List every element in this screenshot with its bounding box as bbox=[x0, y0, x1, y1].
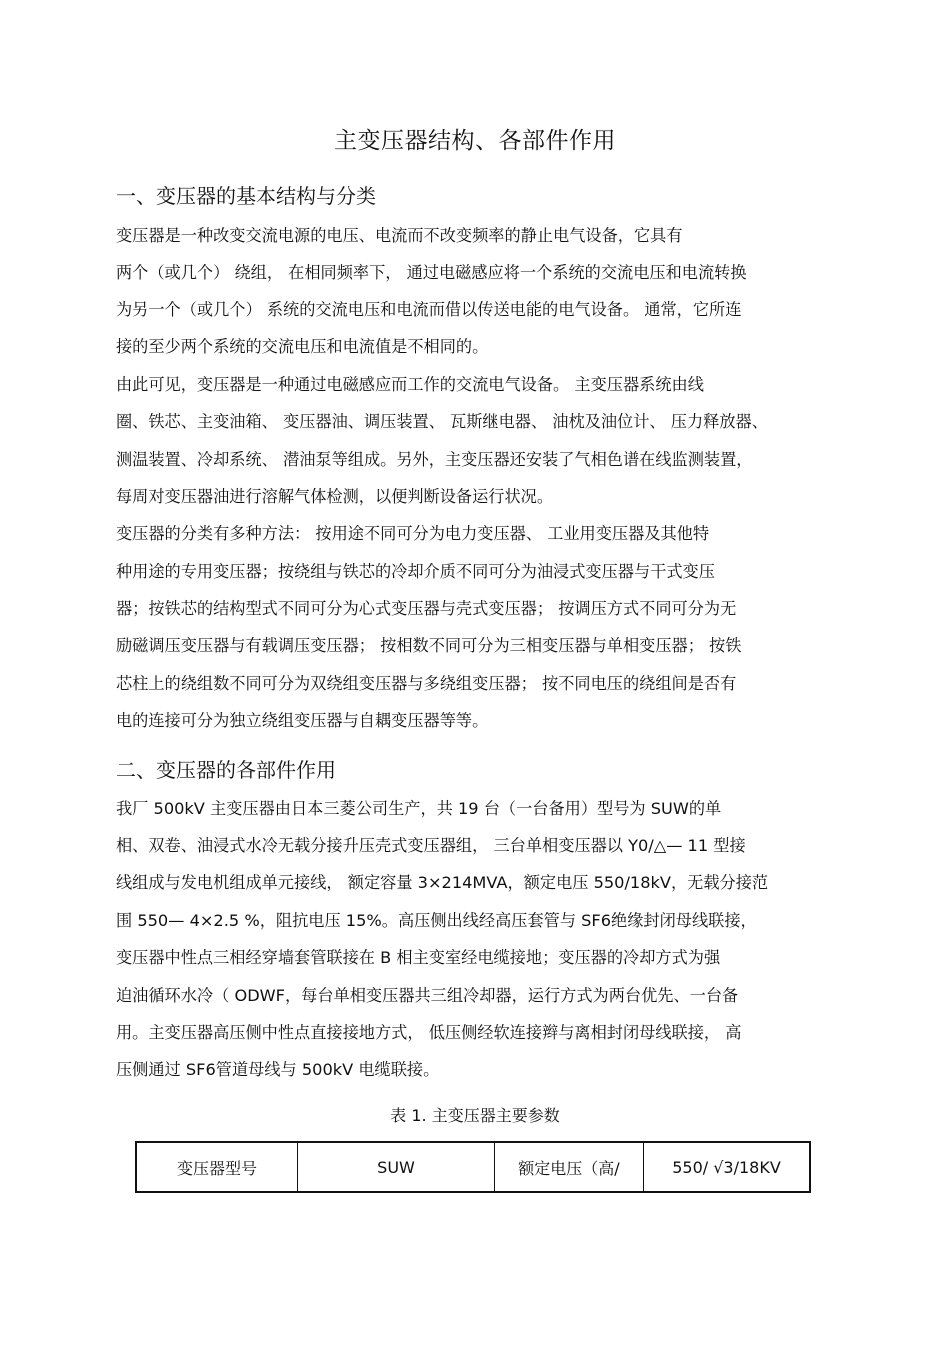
body-line: 相、双卷、油浸式水冷无载分接升压壳式变压器组， 三台单相变压器以 Y0/△— 11 型接 bbox=[116, 836, 746, 855]
table-caption: 表 1. 主变压器主要参数 bbox=[390, 1106, 560, 1125]
table-cell: 变压器型号 bbox=[136, 1142, 298, 1192]
body-line: 迫油循环水冷（ ODWF，每台单相变压器共三组冷却器，运行方式为两台优先、一台备 bbox=[116, 986, 739, 1005]
body-line: 接的至少两个系统的交流电压和电流值是不相同的。 bbox=[116, 337, 489, 356]
body-line: 两个（或几个） 绕组， 在相同频率下， 通过电磁感应将一个系统的交流电压和电流转换 bbox=[116, 263, 747, 282]
parameters-table bbox=[135, 1141, 811, 1193]
document-title: 主变压器结构、各部件作用 bbox=[334, 128, 616, 154]
body-line: 用。主变压器高压侧中性点直接接地方式， 低压侧经软连接辫与离相封闭母线联接， 高 bbox=[116, 1023, 742, 1042]
body-line: 励磁调压变压器与有载调压变压器； 按相数不同可分为三相变压器与单相变压器； 按铁 bbox=[116, 636, 742, 655]
body-line: 围 550— 4×2.5 %，阻抗电压 15%。高压侧出线经高压套管与 SF6绝缘封闭母线联接， bbox=[116, 911, 757, 930]
body-line: 由此可见，变压器是一种通过电磁感应而工作的交流电气设备。 主变压器系统由线 bbox=[116, 375, 704, 394]
body-line: 变压器是一种改变交流电源的电压、电流而不改变频率的静止电气设备，它具有 bbox=[116, 226, 683, 245]
section-2-heading: 二、变压器的各部件作用 bbox=[116, 758, 336, 782]
body-line: 测温装置、冷却系统、 潜油泵等组成。另外，主变压器还安装了气相色谱在线监测装置， bbox=[116, 450, 753, 469]
body-line: 变压器中性点三相经穿墙套管联接在 B 相主变室经电缆接地；变压器的冷却方式为强 bbox=[116, 948, 721, 967]
body-line: 种用途的专用变压器；按绕组与铁芯的冷却介质不同可分为油浸式变压器与干式变压 bbox=[116, 562, 715, 581]
table-cell: 550/ √3/18KV bbox=[644, 1142, 811, 1192]
body-line: 电的连接可分为独立绕组变压器与自耦变压器等等。 bbox=[116, 711, 489, 730]
table-row bbox=[136, 1142, 810, 1192]
section-1-heading: 一、变压器的基本结构与分类 bbox=[116, 184, 376, 208]
table-cell: SUW bbox=[298, 1142, 495, 1192]
body-line: 圈、铁芯、主变油箱、 变压器油、调压装置、 瓦斯继电器、 油枕及油位计、 压力释放器、 bbox=[116, 412, 768, 431]
body-line: 我厂 500kV 主变压器由日本三菱公司生产，共 19 台（一台备用）型号为 SUW的单 bbox=[116, 799, 722, 818]
body-line: 线组成与发电机组成单元接线， 额定容量 3×214MVA，额定电压 550/18kV，无载分接范 bbox=[116, 873, 769, 892]
body-line: 每周对变压器油进行溶解气体检测，以便判断设备运行状况。 bbox=[116, 487, 554, 506]
body-line: 为另一个（或几个） 系统的交流电压和电流而借以传送电能的电气设备。 通常，它所连 bbox=[116, 300, 742, 319]
body-line: 变压器的分类有多种方法： 按用途不同可分为电力变压器、 工业用变压器及其他特 bbox=[116, 524, 710, 543]
body-line: 芯柱上的绕组数不同可分为双绕组变压器与多绕组变压器； 按不同电压的绕组间是否有 bbox=[116, 674, 737, 693]
body-line: 器；按铁芯的结构型式不同可分为心式变压器与壳式变压器； 按调压方式不同可分为无 bbox=[116, 599, 737, 618]
table-cell: 额定电压（高/ bbox=[495, 1142, 644, 1192]
body-line: 压侧通过 SF6管道母线与 500kV 电缆联接。 bbox=[116, 1060, 440, 1079]
